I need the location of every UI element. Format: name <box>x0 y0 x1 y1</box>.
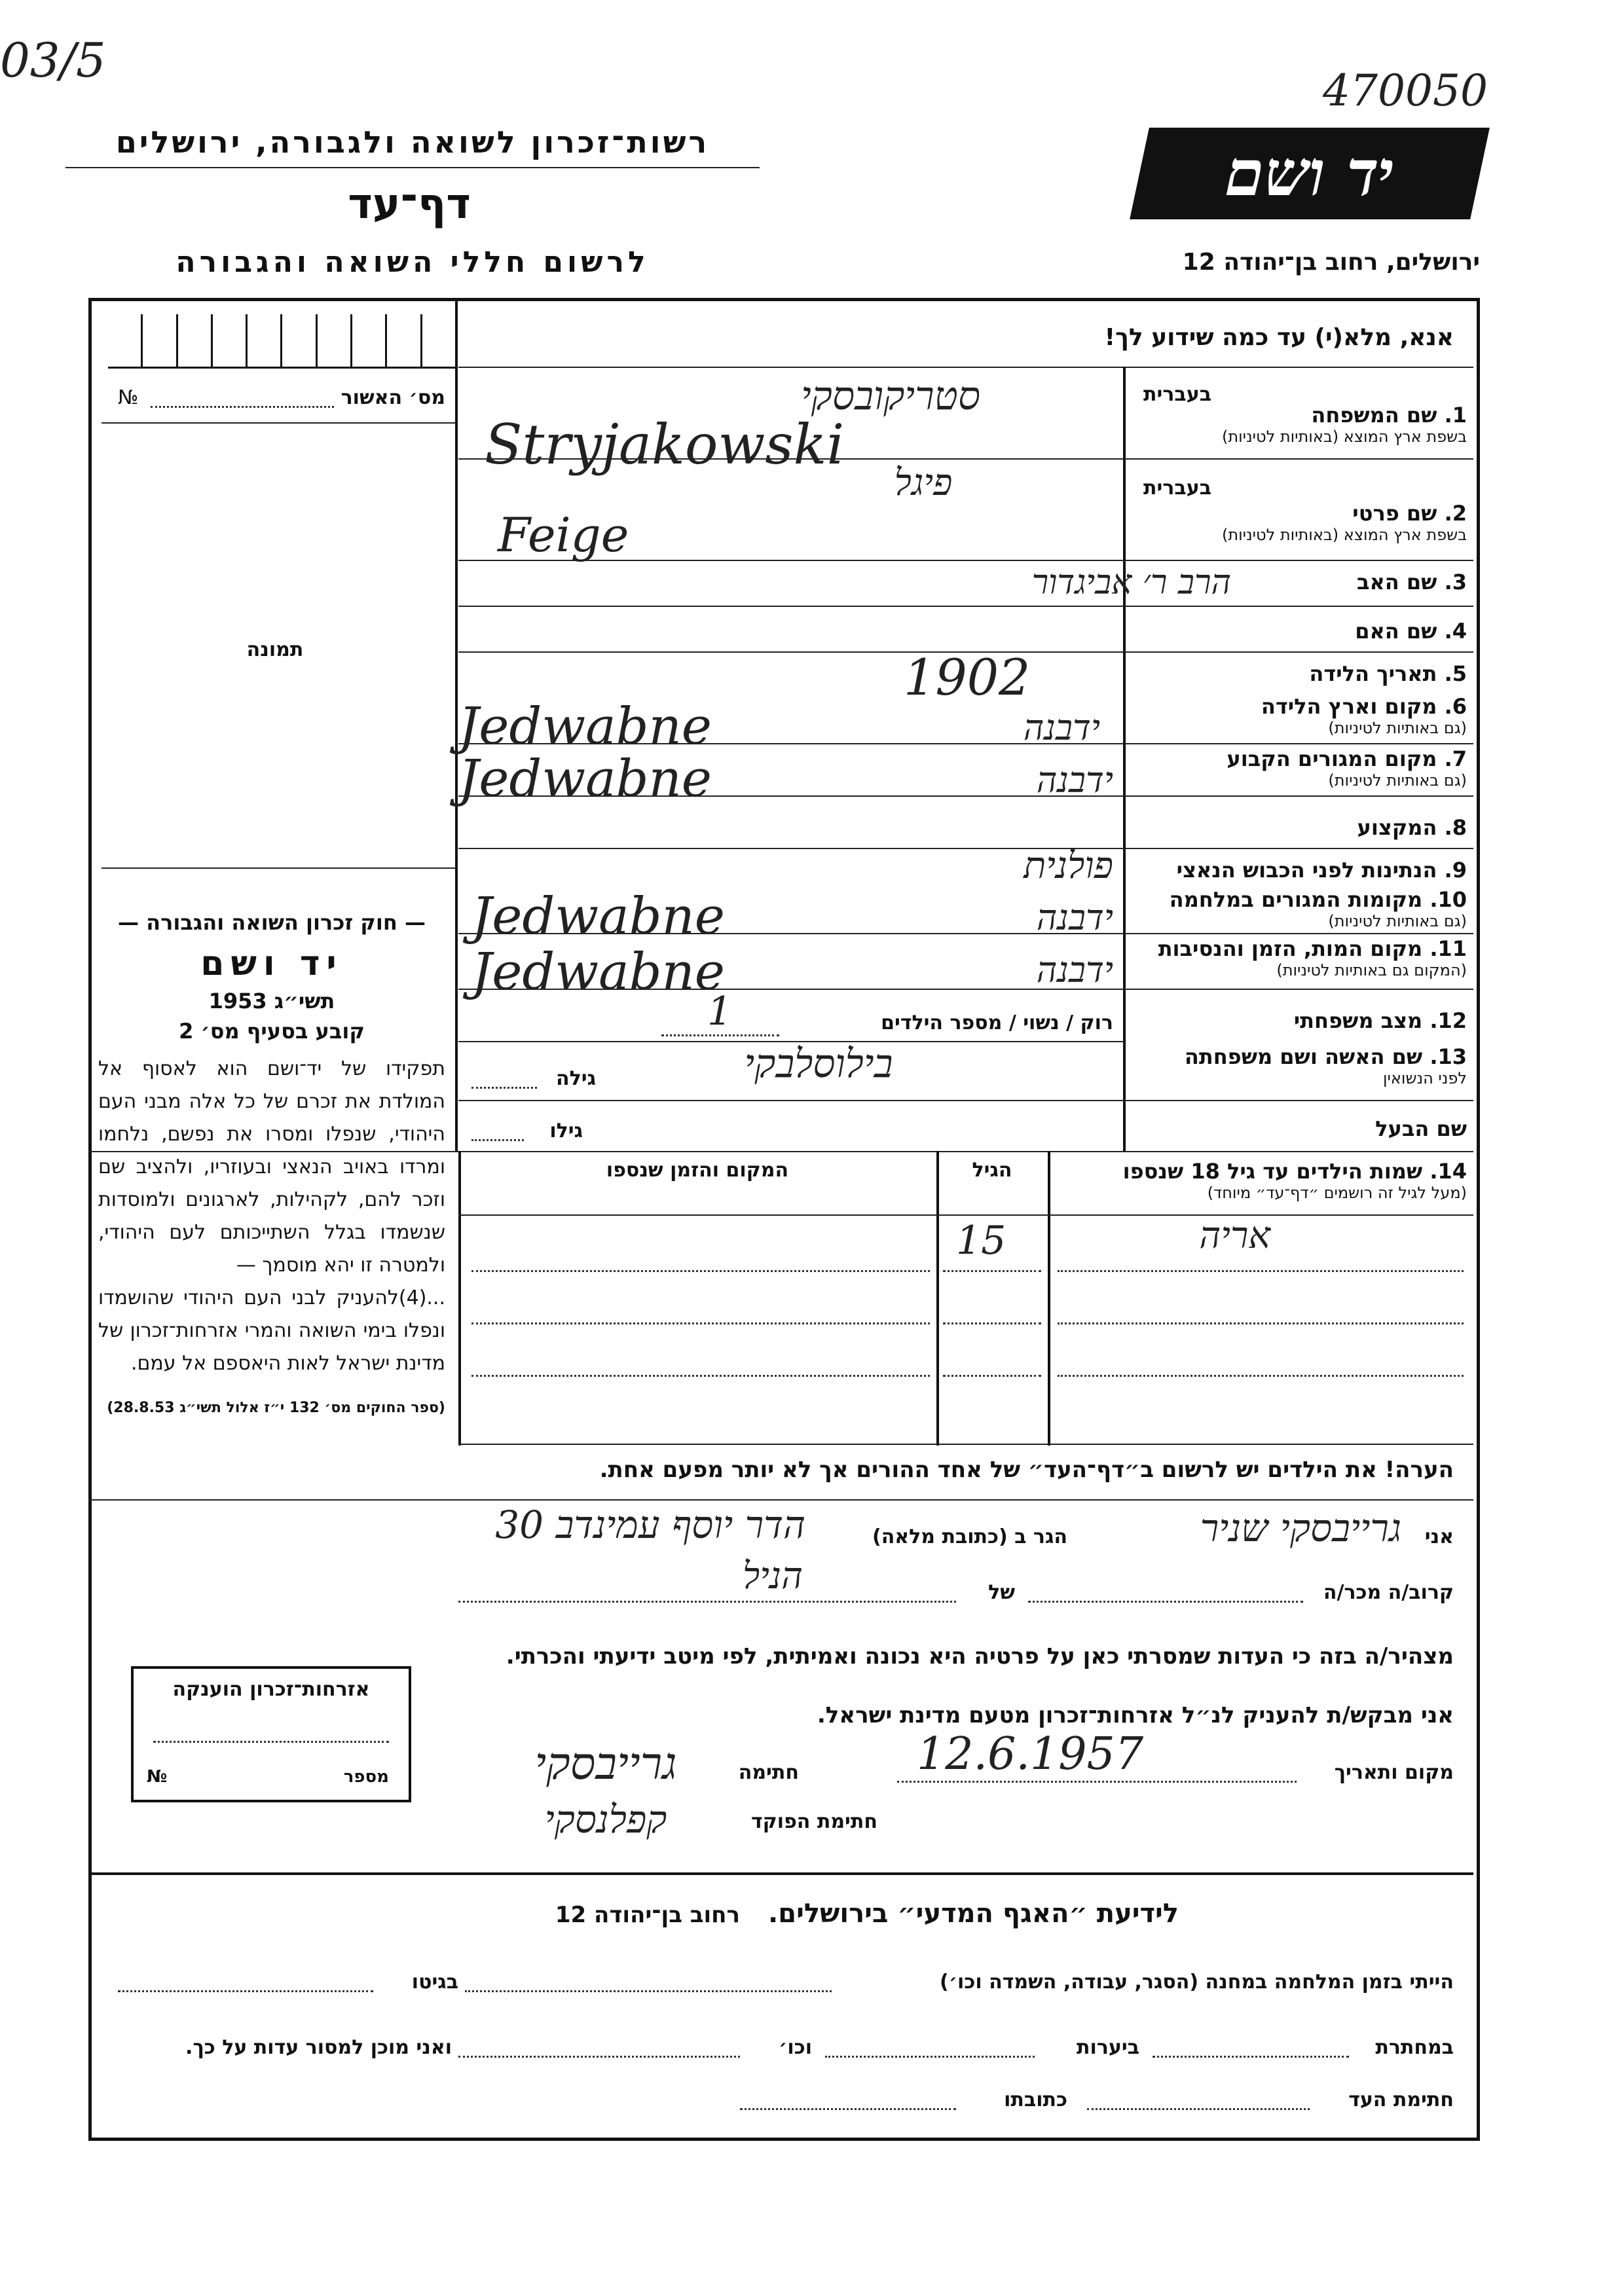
f12-children-count: 1 <box>707 989 733 1034</box>
field-4-label: 4. שם האם <box>1355 619 1467 644</box>
field-1-label: 1. שם המשפחה בשפת ארץ המוצא (באותיות לטיניות) <box>1222 403 1467 446</box>
declarant-name: גרייבסקי שניר <box>1200 1506 1401 1550</box>
footer-address: רחוב בן־יהודה 12 <box>555 1902 740 1928</box>
testimony-label: ואני מוכן למסור עדות על כך. <box>185 2036 452 2059</box>
child-age: 15 <box>956 1218 1006 1264</box>
field-5-label: 5. תאריך הלידה <box>1309 661 1467 686</box>
f9-value: פולנית <box>1024 845 1113 887</box>
field-3-label: 3. שם האב <box>1356 570 1467 594</box>
field-2-label: 2. שם פרטי בשפת ארץ המוצא (באותיות לטיניות) <box>1222 501 1467 544</box>
approval-no-mark: № <box>118 386 139 409</box>
f10-value: Jedwabne <box>471 887 725 946</box>
instruction: אנא, מלא(י) עד כמה שידוע לך! <box>1104 324 1454 351</box>
f5-value: 1902 <box>904 648 1031 706</box>
relation-value: הניל <box>743 1555 803 1597</box>
f1-hebrew-value: סטריקובסקי <box>801 373 980 419</box>
signature-value: גרייבסקי <box>534 1738 677 1790</box>
f11-hebrew: ידבנה <box>1036 949 1113 991</box>
declaration: מצהיר/ה בזה כי העדות שמסרתי כאן על פרטיה היא נכונה ואמיתית, לפי מיטב ידיעתי והכרתי. <box>506 1643 1454 1669</box>
official-signature-value: קפלנסקי <box>544 1797 667 1842</box>
authority-title: רשות־זכרון לשואה ולגבורה, ירושלים <box>115 124 710 160</box>
col-place: המקום והזמן שנספו <box>606 1159 789 1182</box>
f6-hebrew: ידבנה <box>1023 707 1100 748</box>
f7-hebrew: ידבנה <box>1036 759 1113 801</box>
f3-value: הרב ר׳ אביגדור <box>1031 563 1231 602</box>
relative-label: קרוב/ה מכר/ה <box>1323 1581 1454 1604</box>
archive-mark-right: 470050 <box>1323 65 1488 116</box>
i-am-label: אני <box>1424 1525 1454 1548</box>
f10-hebrew: ידבנה <box>1036 897 1113 938</box>
field-7-label: 7. מקום המגורים הקבוע (גם באותיות לטיניות) <box>1227 746 1467 790</box>
approval-number-boxes <box>108 314 455 369</box>
in-hebrew-2: בעברית <box>1143 477 1211 500</box>
citizenship-box: אזרחות־זכרון הוענקה מספר № <box>131 1666 411 1802</box>
husband-label: שם הבעל <box>1375 1116 1467 1141</box>
husband-age-label: גילו <box>549 1120 583 1142</box>
camp-line: הייתי בזמן המלחמה במחנה (הסגר, עבודה, השמדה וכו׳) <box>940 1971 1454 1994</box>
archive-mark-left: 03/5 <box>0 33 106 88</box>
f2-hebrew-value: פיגל <box>894 462 953 504</box>
f12-options: רוק / נשוי / מספר הילדים <box>881 1011 1113 1034</box>
witness-signature-label: חתימת העד <box>1348 2088 1454 2111</box>
field-13-label: 13. שם האשה ושם משפחתה לפני הנשואין <box>1184 1044 1467 1087</box>
footer-heading: לידיעת ״האגף המדעי״ בירושלים. <box>768 1899 1179 1929</box>
f6-value: Jedwabne <box>458 697 712 756</box>
f13-age-label: גילה <box>556 1067 596 1090</box>
photo-label: תמונה <box>246 638 304 661</box>
field-8-label: 8. המקצוע <box>1357 815 1467 840</box>
child-name: אריה <box>1199 1214 1270 1257</box>
note: הערה! את הילדים יש לרשום ב״דף־העד״ של אחד ההורים אך לא יותר מפעם אחת. <box>599 1457 1454 1483</box>
law-box: — חוק זכרון השואה והגבורה — יד ושם תשי״ג 1953 קובע בסעיף מס׳ 2 תפקידו של יד־ושם הוא לאסוף אל המולדת את זכרם של כל אלה מבני העם היהודי, שנפלו ומסרו את נפשם, נלחמו ומרדו באויב הנאצי ובעוזריו, ולהציב שם וזכר להם, לקהילות, לארגונים ולמוסדות שנשמדו בגלל השתייכותם לעם היהודי, ולמטרה זו יהא מוסמך — ...(4)להעניק לבני העם היהודי שהושמדו ונפלו בימי השואה והמרי אזרחות־זכרון של מדינת ישראל לאות היאספם אל עמם. (ספר החוקים מס׳ 132 י״ז אלול תשי״ג 28.8.53) <box>98 910 445 1416</box>
field-14-label: 14. שמות הילדים עד גיל 18 שנספו (מעל לגיל זה רושמים ״דף־עד״ מיוחד) <box>1122 1159 1467 1202</box>
of-label: של <box>988 1581 1015 1604</box>
ghetto-label: בגיטו <box>411 1971 458 1994</box>
underground-label: במחתרת <box>1375 2036 1454 2059</box>
etc-label: וכו׳ <box>779 2036 812 2059</box>
f1-latin-value: Stryjakowski <box>485 412 845 477</box>
form-subtitle: לרשום חללי השואה והגבורה <box>175 246 650 279</box>
approval-label: מס׳ האשור <box>341 386 445 409</box>
date-value: 12.6.1957 <box>917 1728 1144 1780</box>
request: אני מבקש/ת להעניק לנ״ל אזרחות־זכרון מטעם מדינת ישראל. <box>817 1702 1454 1728</box>
signature-label: חתימה <box>738 1761 799 1784</box>
place-date-label: מקום ותאריך <box>1334 1761 1454 1784</box>
field-6-label: 6. מקום וארץ הלידה (גם באותיות לטיניות) <box>1261 694 1467 737</box>
address: ירושלים, רחוב בן־יהודה 12 <box>1182 249 1480 276</box>
forests-label: ביערות <box>1077 2036 1139 2059</box>
field-12-label: 12. מצב משפחתי <box>1293 1008 1467 1033</box>
yad-vashem-logo: יד ושם <box>1130 128 1490 219</box>
f2-latin-value: Feige <box>498 507 629 562</box>
official-signature-label: חתימת הפוקד <box>751 1810 877 1833</box>
field-11-label: 11. מקום המות, הזמן והנסיבות (המקום גם באותיות לטיניות) <box>1158 936 1467 979</box>
form-title: דף־עד <box>348 180 471 228</box>
in-hebrew-1: בעברית <box>1143 383 1211 406</box>
resides-label: הגר ב (כתובת מלאה) <box>872 1525 1067 1548</box>
declarant-address: הדר יוסף עמינדב 30 <box>495 1503 805 1547</box>
f7-value: Jedwabne <box>458 750 712 809</box>
field-10-label: 10. מקומות המגורים במלחמה (גם באותיות לטיניות) <box>1169 887 1467 930</box>
f13-value: בילוסלבקי <box>744 1041 893 1087</box>
col-age: הגיל <box>972 1159 1012 1182</box>
address-label: כתובתו <box>1004 2088 1067 2111</box>
f11-value: Jedwabne <box>471 943 725 1002</box>
field-9-label: 9. הנתינות לפני הכבוש הנאצי <box>1176 858 1467 883</box>
